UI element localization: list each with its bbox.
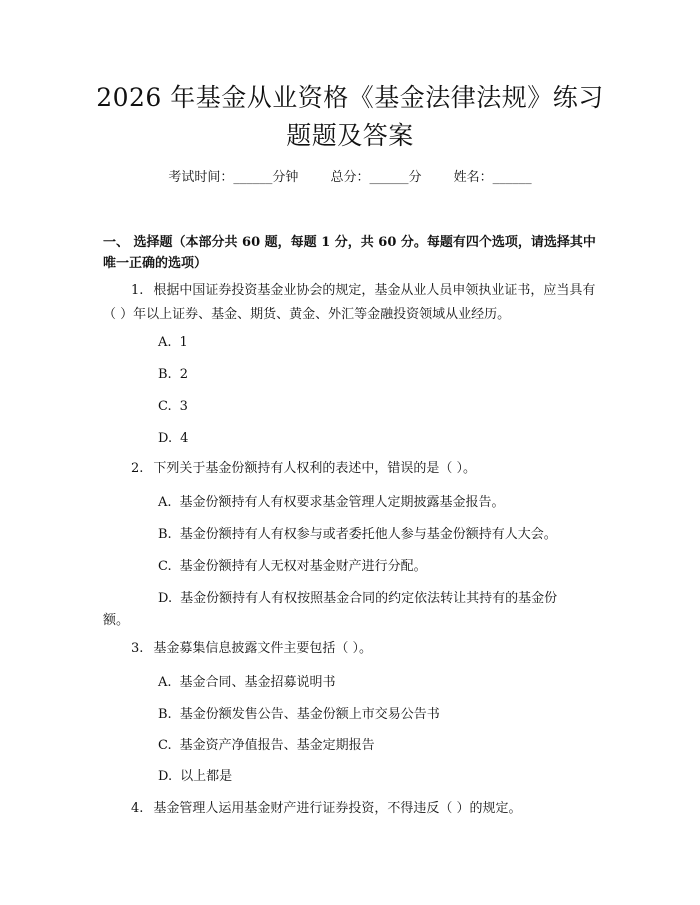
option-text: 基金份额持有人有权参与或者委托他人参与基金份额持有人大会。 <box>179 527 557 542</box>
question-2-option-b <box>158 525 598 545</box>
option-text: 基金份额持有人有权按照基金合同的约定依法转让其持有的基金份额。 <box>103 591 558 628</box>
exam-name: 姓名：______ <box>453 170 532 185</box>
question-text: 下列关于基金份额持有人权利的表述中，错误的是（ ）。 <box>153 461 477 476</box>
question-2-option-c <box>158 557 598 577</box>
exam-meta <box>0 168 700 188</box>
question-text: 基金募集信息披露文件主要包括（ ）。 <box>153 641 373 656</box>
exam-score: 总分：______分 <box>330 170 422 185</box>
question-1-option-d <box>158 429 598 449</box>
option-letter: A. <box>158 675 172 690</box>
document-title <box>60 79 640 155</box>
option-letter: B. <box>158 707 172 722</box>
option-text: 基金份额持有人有权要求基金管理人定期披露基金报告。 <box>179 495 505 510</box>
question-3-option-a <box>158 673 598 693</box>
question-text: 根据中国证券投资基金业协会的规定，基金从业人员申领执业证书，应当具有（ ）年以上证券、基金、期货、黄金、外汇等金融投资领域从业经历。 <box>103 283 596 322</box>
question-2-option-a <box>158 493 598 513</box>
exam-time: 考试时间：______分钟 <box>168 170 299 185</box>
option-text: 2 <box>179 367 188 382</box>
question-2-option-d <box>103 588 583 632</box>
question-text: 基金管理人运用基金财产进行证券投资，不得违反（ ）的规定。 <box>153 801 522 816</box>
option-text: 基金份额持有人无权对基金财产进行分配。 <box>179 559 427 574</box>
question-3-option-d <box>158 767 598 787</box>
question-2-stem <box>103 457 603 481</box>
option-text: 基金份额发售公告、基金份额上市交易公告书 <box>179 707 440 722</box>
option-letter: D. <box>158 591 173 606</box>
option-letter: D. <box>158 769 173 784</box>
option-letter: C. <box>158 559 172 574</box>
option-text: 以上都是 <box>180 769 233 784</box>
question-number: 4. <box>131 801 144 816</box>
question-1-option-a <box>158 333 598 353</box>
option-text: 3 <box>179 399 188 414</box>
question-number: 2. <box>131 461 144 476</box>
option-letter: C. <box>158 738 172 753</box>
option-letter: B. <box>158 527 172 542</box>
title-line-1: 2026 年基金从业资格《基金法律法规》练习 <box>96 83 604 112</box>
option-text: 4 <box>180 431 189 446</box>
question-3-stem <box>103 637 603 661</box>
option-text: 1 <box>179 335 188 350</box>
option-letter: A. <box>158 335 172 350</box>
option-letter: C. <box>158 399 172 414</box>
question-4-stem <box>103 797 603 821</box>
title-line-2: 题题及答案 <box>286 121 414 150</box>
question-3-option-b <box>158 705 598 725</box>
option-letter: A. <box>158 495 172 510</box>
question-1-option-c <box>158 397 598 417</box>
option-letter: D. <box>158 431 173 446</box>
question-number: 3. <box>131 641 144 656</box>
option-text: 基金合同、基金招募说明书 <box>179 675 336 690</box>
question-number: 1. <box>131 283 144 298</box>
option-text: 基金资产净值报告、基金定期报告 <box>179 738 375 753</box>
option-letter: B. <box>158 367 172 382</box>
question-3-option-c <box>158 736 598 756</box>
question-1-stem <box>103 279 603 327</box>
question-1-option-b <box>158 365 598 385</box>
section-heading: 一、 选择题（本部分共 60 题，每题 1 分，共 60 分。每题有四个选项，请选择其中唯一正确的选项） <box>103 235 596 271</box>
